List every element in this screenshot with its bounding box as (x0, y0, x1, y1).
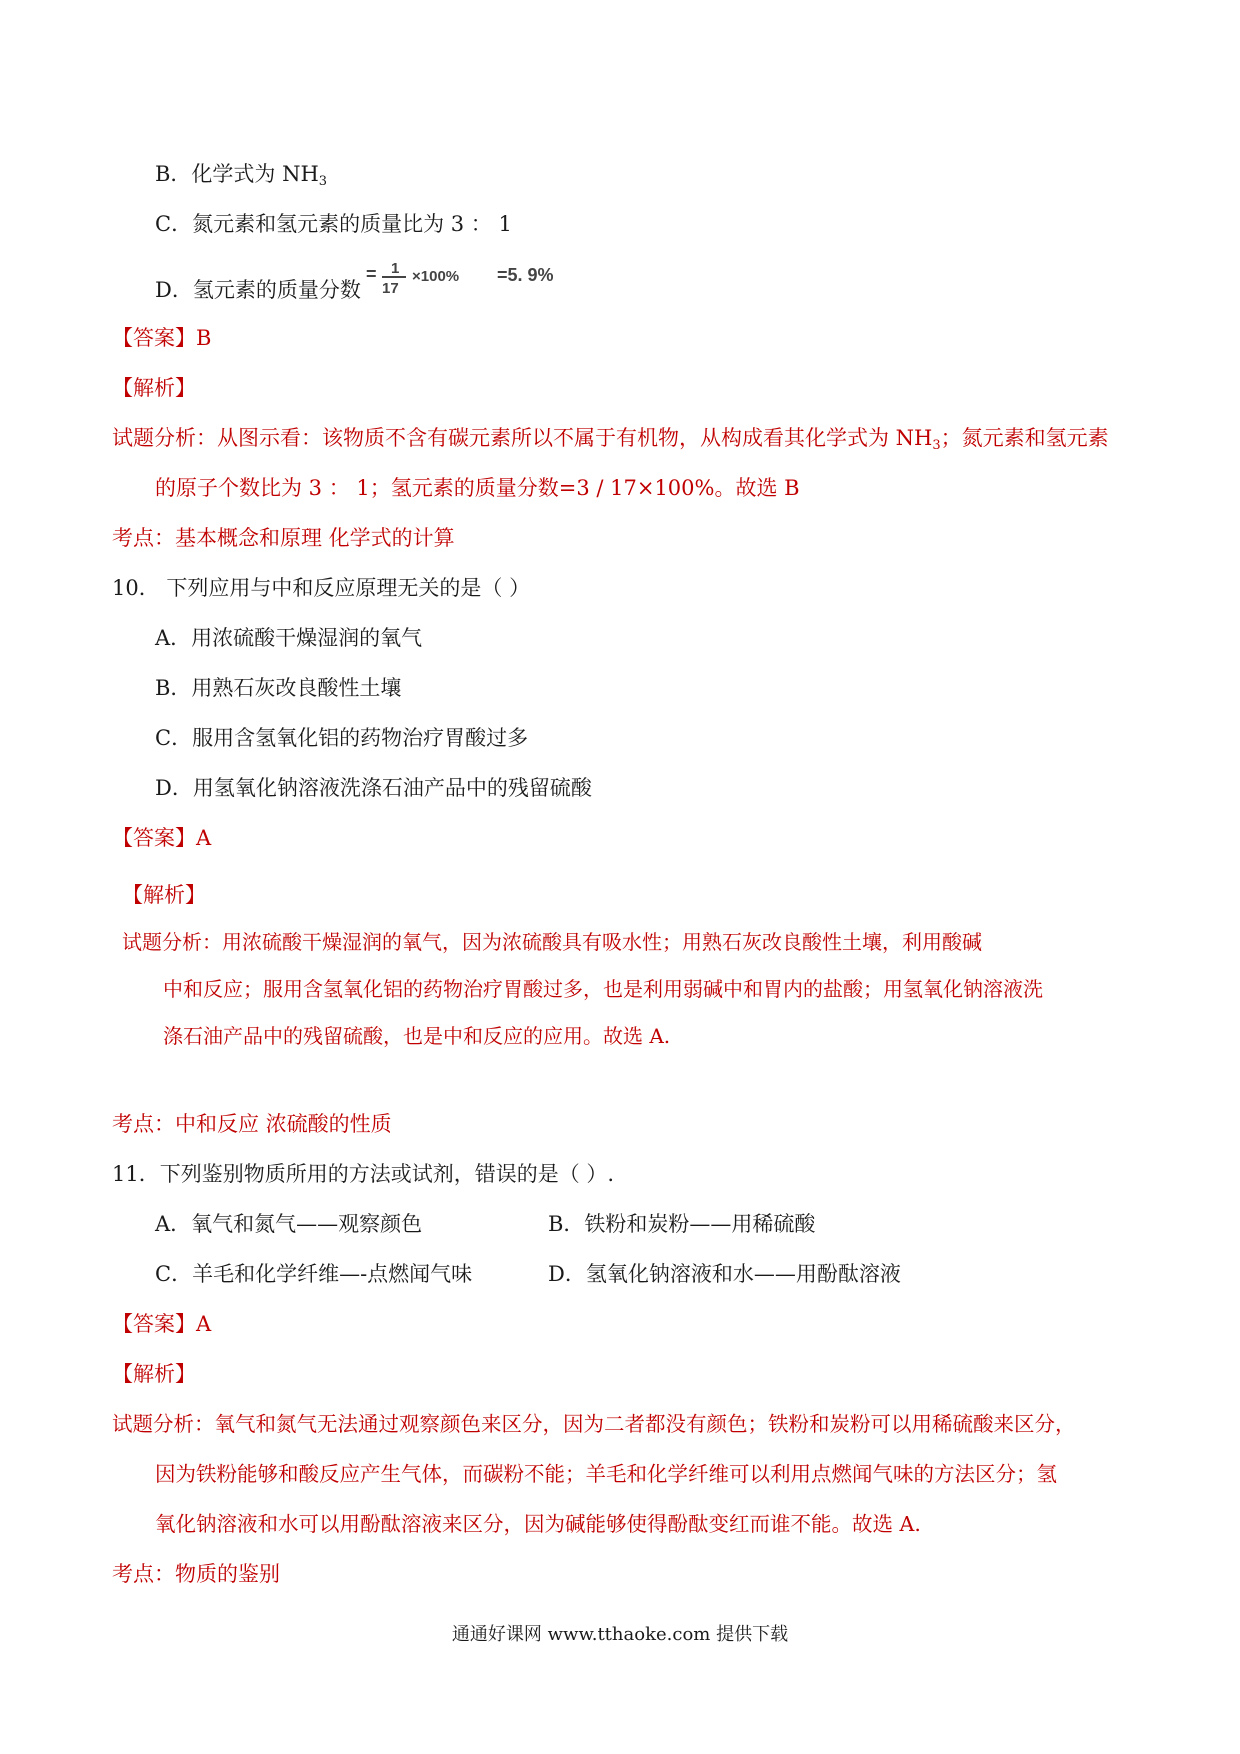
q9-option-c: C．氮元素和氢元素的质量比为 3 ： 1 (155, 212, 512, 236)
q11-option-a: A．氧气和氮气——观察颜色 (155, 1212, 423, 1236)
q10-option-c: C．服用含氢氧化铝的药物治疗胃酸过多 (155, 726, 529, 750)
q10-kaodian: 考点：中和反应 浓硫酸的性质 (112, 1112, 392, 1136)
q10-analysis-title: 【解析】 (122, 883, 206, 907)
svg-text:=5. 9%: =5. 9% (497, 265, 554, 285)
q11-option-d: D．氢氧化钠溶液和水——用酚酞溶液 (548, 1262, 901, 1286)
q11-option-b: B．铁粉和炭粉——用稀硫酸 (548, 1212, 816, 1236)
mass-fraction-formula (362, 256, 617, 298)
q10-analysis-line3: 涤石油产品中的残留硫酸，也是中和反应的应用。故选 A. (163, 1024, 671, 1048)
q9-analysis-line1-pre: 试题分析：从图示看：该物质不含有碳元素所以不属于有机物，从构成看其化学式为 NH (112, 426, 933, 450)
q9-kaodian: 考点：基本概念和原理 化学式的计算 (112, 526, 455, 550)
q9-option-b-text: B．化学式为 NH (155, 162, 319, 186)
svg-text:17: 17 (382, 280, 399, 297)
q10-option-a: A．用浓硫酸干燥湿润的氧气 (155, 626, 423, 650)
q9-answer: 【答案】B (112, 326, 212, 350)
q11-analysis-title: 【解析】 (112, 1362, 196, 1386)
q9-option-b-subscript: 3 (318, 174, 328, 189)
q9-option-b (155, 160, 327, 196)
q10-option-b: B．用熟石灰改良酸性土壤 (155, 676, 402, 700)
q10-analysis-line2: 中和反应；服用含氢氧化铝的药物治疗胃酸过多，也是利用弱碱中和胃内的盐酸；用氢氧化钠溶液洗 (163, 977, 1043, 1001)
q10-answer: 【答案】A (112, 826, 212, 850)
svg-text:1: 1 (391, 260, 400, 277)
page-footer: 通通好课网 www.tthaoke.com 提供下载 (451, 1624, 789, 1645)
q11-analysis-line1: 试题分析：氧气和氮气无法通过观察颜色来区分，因为二者都没有颜色；铁粉和炭粉可以用稀硫酸来区分， (112, 1412, 1076, 1436)
q11-analysis-line2: 因为铁粉能够和酸反应产生气体，而碳粉不能；羊毛和化学纤维可以利用点燃闻气味的方法区分；氢 (155, 1462, 1057, 1486)
q9-analysis-title: 【解析】 (112, 376, 196, 400)
svg-text:×100%: ×100% (412, 268, 460, 285)
q9-analysis-subscript: 3 (932, 438, 941, 453)
q9-option-d: D．氢元素的质量分数 (155, 278, 361, 302)
q11-analysis-line3: 氧化钠溶液和水可以用酚酞溶液来区分，因为碱能够使得酚酞变红而谁不能。故选 A. (155, 1512, 921, 1536)
svg-text:=: = (366, 264, 377, 284)
q11-answer: 【答案】A (112, 1312, 212, 1336)
q9-analysis-line1-post: ；氮元素和氢元素 (940, 426, 1109, 450)
q10-option-d: D．用氢氧化钠溶液洗涤石油产品中的残留硫酸 (155, 776, 592, 800)
q11-option-c: C．羊毛和化学纤维—-点燃闻气味 (155, 1262, 473, 1286)
q9-analysis-line1 (112, 424, 1109, 460)
q11-stem: 11．下列鉴别物质所用的方法或试剂，错误的是（ ）. (112, 1162, 615, 1186)
q11-kaodian: 考点：物质的鉴别 (112, 1562, 280, 1586)
q10-analysis-line1: 试题分析：用浓硫酸干燥湿润的氧气，因为浓硫酸具有吸水性；用熟石灰改良酸性土壤，利用酸碱 (122, 930, 982, 954)
q10-stem: 10． 下列应用与中和反应原理无关的是（ ） (112, 576, 531, 600)
q9-analysis-line2: 的原子个数比为 3 ： 1；氢元素的质量分数=3 / 17×100%。故选 B (155, 476, 800, 500)
